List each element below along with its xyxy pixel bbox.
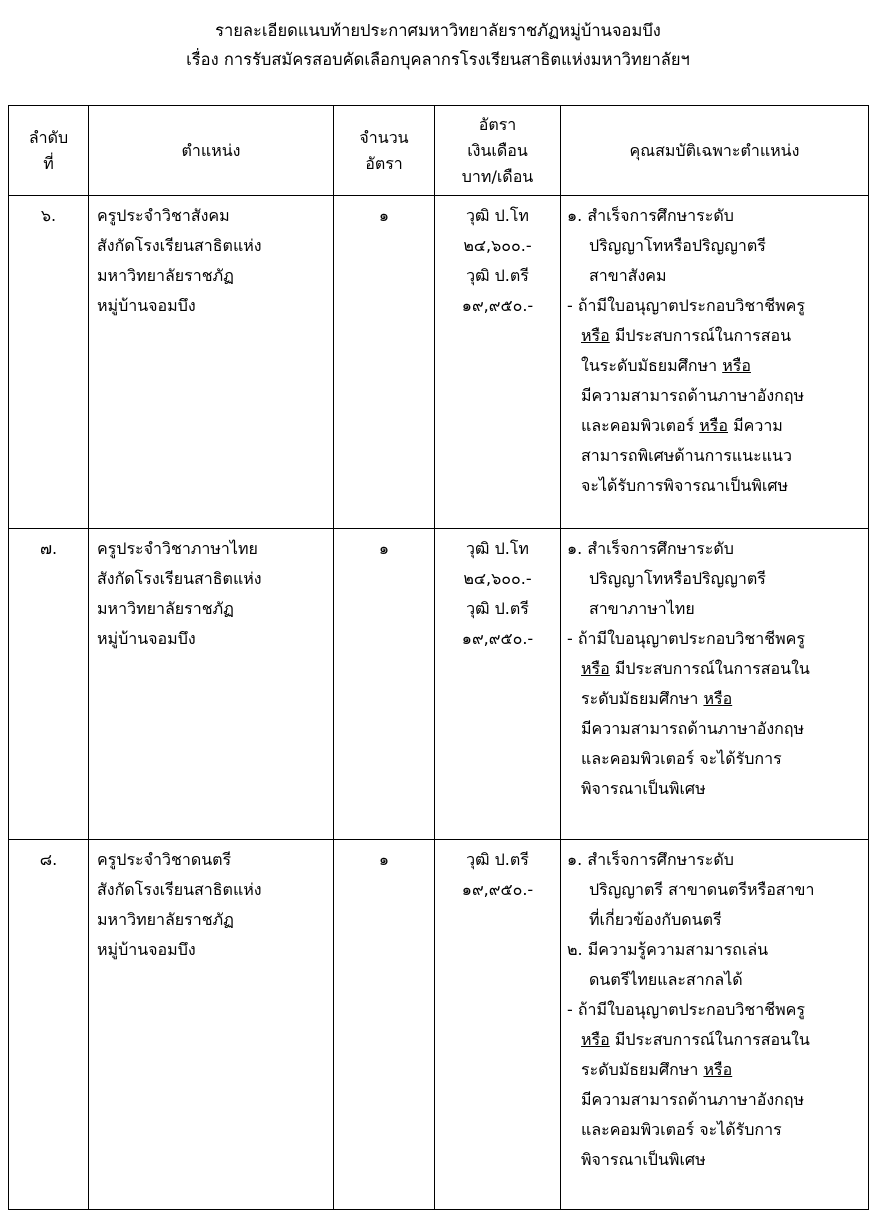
count-cell: ๑ <box>334 529 435 840</box>
row-number: ๗. <box>9 529 89 840</box>
or-emphasis: หรือ <box>581 1030 610 1049</box>
or-emphasis: หรือ <box>703 689 733 708</box>
row-number: ๘. <box>9 840 89 1210</box>
table-row <box>9 840 869 1210</box>
table-row <box>9 196 869 529</box>
or-emphasis: หรือ <box>699 416 728 435</box>
col-header-no: ลำดับ ที่ <box>9 106 89 196</box>
row-number: ๖. <box>9 196 89 529</box>
position-cell: ครูประจำวิชาสังคม สังกัดโรงเรียนสาธิตแห่ง มหาวิทยาลัยราชภัฏ หมู่บ้านจอมบึง <box>89 196 334 529</box>
or-emphasis: หรือ <box>703 1060 733 1079</box>
table-header-row <box>9 106 869 196</box>
col-header-qualifications: คุณสมบัติเฉพาะตำแหน่ง <box>561 106 869 196</box>
qualifications-cell: ๑. สำเร็จการศึกษาระดับ ปริญญาตรี สาขาดนตรีหรือสาขา ที่เกี่ยวข้องกับดนตรี ๒. มีความรู้ความสามารถเล่น ดนตรีไทยและสากลได้ - ถ้ามีใบอนุญาตประกอบวิชาชีพครู หรือ มีประสบการณ์ในการสอนใน ระดับมัธยมศึกษา หรือ มีความสามารถด้านภาษาอังกฤษ และคอมพิวเตอร์ จะได้รับการ พิจารณาเป็นพิเศษ <box>561 840 869 1210</box>
or-emphasis: หรือ <box>722 356 751 375</box>
or-emphasis: หรือ <box>581 326 610 345</box>
salary-cell: วุฒิ ป.โท ๒๔,๖๐๐.- วุฒิ ป.ตรี ๑๙,๙๕๐.- <box>435 529 561 840</box>
count-cell: ๑ <box>334 196 435 529</box>
col-header-salary: อัตรา เงินเดือน บาท/เดือน <box>435 106 561 196</box>
col-header-position: ตำแหน่ง <box>89 106 334 196</box>
position-cell: ครูประจำวิชาดนตรี สังกัดโรงเรียนสาธิตแห่ง มหาวิทยาลัยราชภัฏ หมู่บ้านจอมบึง <box>89 840 334 1210</box>
count-cell: ๑ <box>334 840 435 1210</box>
or-emphasis: หรือ <box>581 659 610 678</box>
table-row <box>9 529 869 840</box>
col-header-count: จำนวน อัตรา <box>334 106 435 196</box>
document-title: รายละเอียดแนบท้ายประกาศมหาวิทยาลัยราชภัฏหมู่บ้านจอมบึง <box>215 21 661 40</box>
document-header <box>0 16 876 74</box>
salary-cell: วุฒิ ป.ตรี ๑๙,๙๕๐.- <box>435 840 561 1210</box>
qualifications-cell: ๑. สำเร็จการศึกษาระดับ ปริญญาโทหรือปริญญาตรี สาขาภาษาไทย - ถ้ามีใบอนุญาตประกอบวิชาชีพครู หรือ มีประสบการณ์ในการสอนใน ระดับมัธยมศึกษา หรือ มีความสามารถด้านภาษาอังกฤษ และคอมพิวเตอร์ จะได้รับการ พิจารณาเป็นพิเศษ <box>561 529 869 840</box>
qualifications-cell: ๑. สำเร็จการศึกษาระดับ ปริญญาโทหรือปริญญาตรี สาขาสังคม - ถ้ามีใบอนุญาตประกอบวิชาชีพครู หรือ มีประสบการณ์ในการสอน ในระดับมัธยมศึกษา หรือ มีความสามารถด้านภาษาอังกฤษ และคอมพิวเตอร์ หรือ มีความ สามารถพิเศษด้านการแนะแนว จะได้รับการพิจารณาเป็นพิเศษ <box>561 196 869 529</box>
position-cell: ครูประจำวิชาภาษาไทย สังกัดโรงเรียนสาธิตแห่ง มหาวิทยาลัยราชภัฏ หมู่บ้านจอมบึง <box>89 529 334 840</box>
document-subtitle: เรื่อง การรับสมัครสอบคัดเลือกบุคลากรโรงเรียนสาธิตแห่งมหาวิทยาลัยฯ <box>186 50 690 69</box>
positions-table <box>8 105 869 1210</box>
salary-cell: วุฒิ ป.โท ๒๔,๖๐๐.- วุฒิ ป.ตรี ๑๙,๙๕๐.- <box>435 196 561 529</box>
